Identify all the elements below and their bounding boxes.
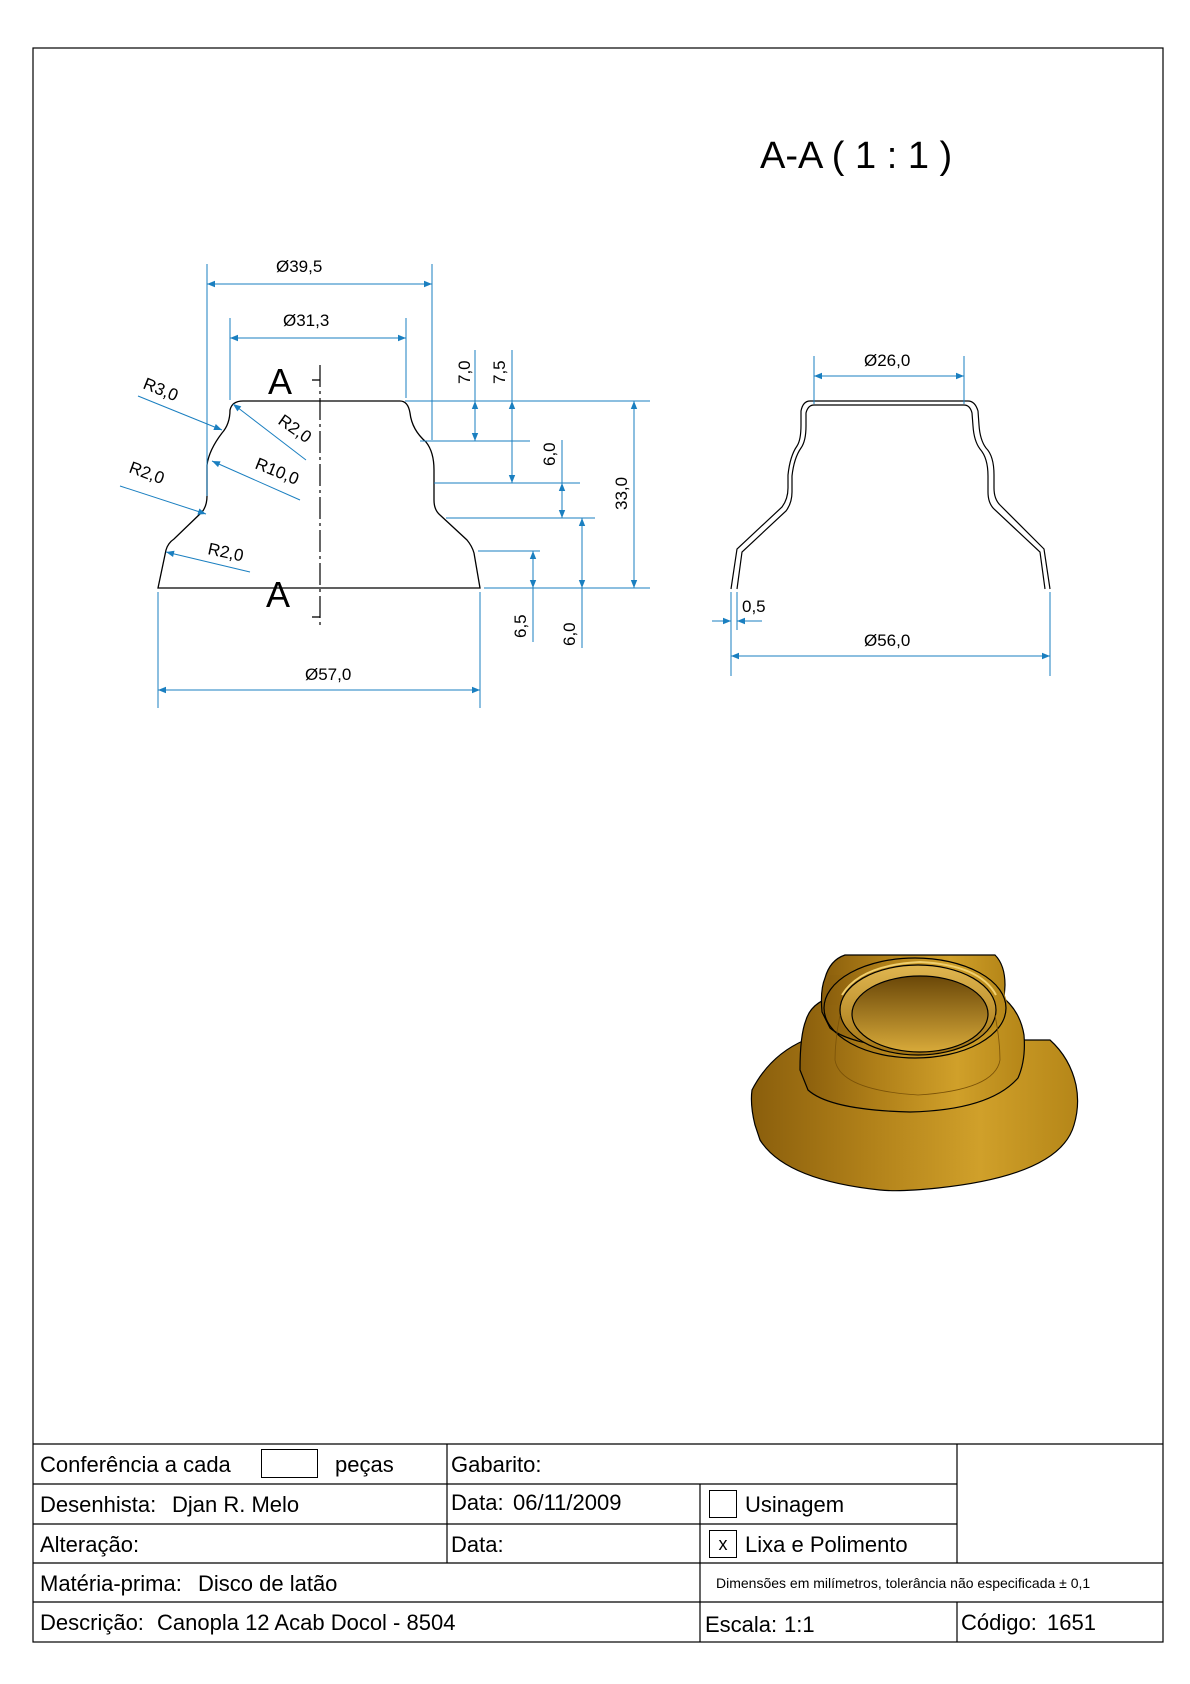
pecas-label: peças: [335, 1452, 394, 1477]
materia-label: Matéria-prima:: [40, 1571, 182, 1596]
sheet-border: [33, 48, 1163, 1642]
dim-r2_0-c: R2,0: [206, 539, 246, 566]
dim-v6_0-b: 6,0: [560, 622, 579, 646]
part-3d-render: [751, 955, 1077, 1191]
shell-view: [731, 401, 1050, 589]
escala-label: Escala:: [705, 1612, 778, 1637]
desenhista-label: Desenhista:: [40, 1492, 157, 1517]
dim-r10_0: R10,0: [252, 454, 302, 489]
dim-v6_5: 6,5: [511, 614, 530, 638]
usinagem-checkbox[interactable]: [709, 1490, 737, 1518]
dim-d56: Ø56,0: [864, 631, 911, 650]
dim-d31_3: Ø31,3: [283, 311, 330, 330]
shell-dimensions: [712, 356, 1050, 676]
codigo-value: 1651: [1047, 1610, 1096, 1635]
alteracao-label: Alteração:: [40, 1532, 140, 1557]
materia-value: Disco de latão: [198, 1571, 338, 1596]
dim-v33_0: 33,0: [612, 476, 631, 510]
data1-value: 06/11/2009: [513, 1490, 622, 1515]
dim-t0_5: 0,5: [742, 597, 766, 616]
data1-label: Data:: [451, 1490, 504, 1515]
usinagem-label: Usinagem: [745, 1492, 845, 1517]
lixa-label: Lixa e Polimento: [745, 1532, 908, 1557]
shell-dimension-labels: [742, 351, 910, 650]
section-dimension-labels: [127, 257, 631, 684]
desenhista-value: Djan R. Melo: [172, 1492, 300, 1517]
dim-r3_0: R3,0: [140, 374, 181, 406]
dim-d39_5: Ø39,5: [276, 257, 323, 276]
conferencia-field[interactable]: [261, 1449, 318, 1478]
descricao-value: Canopla 12 Acab Docol - 8504: [157, 1610, 456, 1635]
dim-r2_0-a: R2,0: [274, 410, 316, 447]
descricao-label: Descrição:: [40, 1610, 144, 1635]
escala-value: 1:1: [784, 1612, 815, 1637]
section-title: A-A ( 1 : 1 ): [760, 135, 953, 177]
conferencia-label: Conferência a cada: [40, 1452, 231, 1477]
dim-d26: Ø26,0: [864, 351, 911, 370]
dim-r2_0-b: R2,0: [126, 457, 167, 489]
gabarito-label: Gabarito:: [451, 1452, 542, 1477]
dim-v7_0: 7,0: [455, 360, 474, 384]
dim-d57: Ø57,0: [305, 665, 352, 684]
section-mark-top: A: [268, 361, 293, 402]
section-mark-bottom: A: [266, 574, 291, 615]
tolerance-note: Dimensões em milímetros, tolerância não especificada ± 0,1: [716, 1575, 1091, 1591]
dim-v7_5: 7,5: [490, 360, 509, 384]
dim-v6_0-a: 6,0: [540, 442, 559, 466]
data2-label: Data:: [451, 1532, 504, 1557]
codigo-label: Código:: [961, 1610, 1037, 1635]
lixa-checkbox[interactable]: x: [709, 1530, 737, 1558]
